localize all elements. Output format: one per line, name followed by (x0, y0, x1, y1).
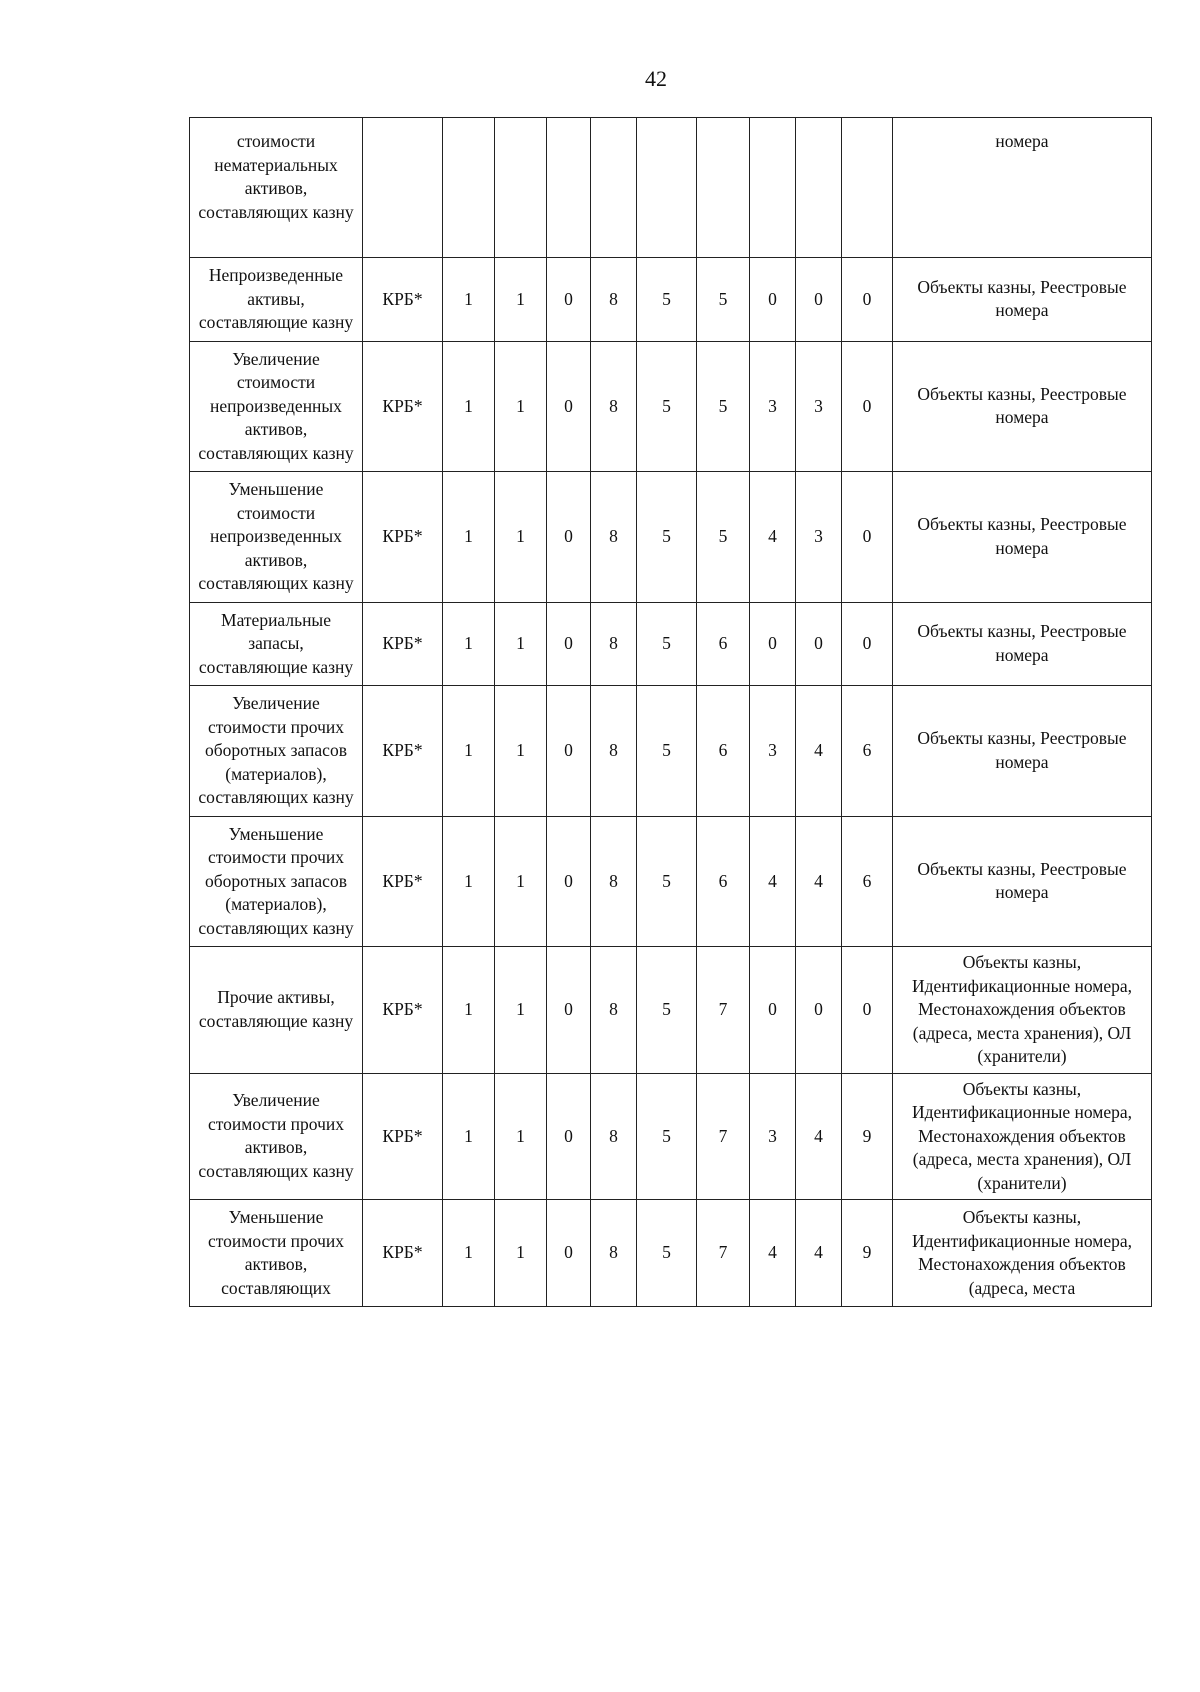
page-number: 42 (645, 66, 667, 91)
analytics-note-cell: Объекты казны, Реестровые номера (893, 258, 1152, 342)
account-digit-cell: 0 (547, 816, 591, 947)
account-digit-cell: 7 (697, 1073, 750, 1200)
table-row (190, 602, 1152, 686)
account-digit-cell: 5 (697, 341, 750, 472)
account-digit-cell: 3 (796, 341, 842, 472)
account-digit-cell: 0 (842, 472, 893, 603)
table-row (190, 472, 1152, 603)
table-row (190, 341, 1152, 472)
account-digit-cell (637, 118, 697, 258)
fund-code-cell (363, 118, 443, 258)
account-digit-cell: 5 (637, 1200, 697, 1307)
account-digit-cell: 0 (842, 258, 893, 342)
account-digit-cell: 1 (495, 686, 547, 817)
accounts-table (189, 117, 1152, 1307)
account-digit-cell: 5 (637, 258, 697, 342)
account-digit-cell: 4 (750, 472, 796, 603)
account-digit-cell: 5 (637, 686, 697, 817)
account-digit-cell: 0 (547, 602, 591, 686)
account-digit-cell: 0 (842, 602, 893, 686)
account-digit-cell: 0 (796, 602, 842, 686)
analytics-note-cell: Объекты казны, Идентификационные номера, Местонахождения объектов (адреса, места (893, 1200, 1152, 1307)
account-digit-cell: 6 (697, 816, 750, 947)
table-row (190, 686, 1152, 817)
account-name-cell: Уменьшение стоимости непроизведенных активов, составляющих казну (190, 472, 363, 603)
account-name-cell: Непроизведенные активы, составляющие казну (190, 258, 363, 342)
account-digit-cell: 0 (750, 602, 796, 686)
account-digit-cell: 3 (796, 472, 842, 603)
account-digit-cell: 1 (443, 1073, 495, 1200)
account-digit-cell: 0 (547, 686, 591, 817)
account-digit-cell: 5 (637, 341, 697, 472)
account-digit-cell: 4 (750, 1200, 796, 1307)
account-digit-cell: 0 (842, 947, 893, 1074)
account-digit-cell (796, 118, 842, 258)
fund-code-cell: КРБ* (363, 341, 443, 472)
account-digit-cell: 1 (495, 1073, 547, 1200)
table-row (190, 118, 1152, 258)
analytics-note-cell: Объекты казны, Реестровые номера (893, 602, 1152, 686)
analytics-note-cell: Объекты казны, Идентификационные номера, Местонахождения объектов (адреса, места хранения), ОЛ (хранители) (893, 947, 1152, 1074)
account-digit-cell: 1 (495, 472, 547, 603)
analytics-note-cell: Объекты казны, Реестровые номера (893, 686, 1152, 817)
account-digit-cell: 3 (750, 686, 796, 817)
account-digit-cell: 4 (750, 816, 796, 947)
account-digit-cell: 5 (697, 472, 750, 603)
account-digit-cell: 1 (443, 686, 495, 817)
account-digit-cell: 0 (547, 1200, 591, 1307)
table-body (190, 118, 1152, 1307)
account-name-cell: Прочие активы, составляющие казну (190, 947, 363, 1074)
account-digit-cell: 1 (443, 602, 495, 686)
account-digit-cell (697, 118, 750, 258)
account-name-cell: Уменьшение стоимости прочих оборотных запасов (материалов), составляющих казну (190, 816, 363, 947)
account-digit-cell: 0 (796, 947, 842, 1074)
account-digit-cell (591, 118, 637, 258)
account-digit-cell: 5 (637, 472, 697, 603)
account-name-cell: Увеличение стоимости прочих активов, составляющих казну (190, 1073, 363, 1200)
account-digit-cell: 5 (697, 258, 750, 342)
analytics-note-cell: Объекты казны, Реестровые номера (893, 816, 1152, 947)
account-digit-cell: 1 (495, 258, 547, 342)
account-digit-cell: 1 (443, 816, 495, 947)
fund-code-cell: КРБ* (363, 1073, 443, 1200)
account-digit-cell: 4 (796, 686, 842, 817)
account-digit-cell: 8 (591, 602, 637, 686)
account-name-cell: стоимости нематериальных активов, составляющих казну (190, 118, 363, 258)
account-name-cell: Увеличение стоимости прочих оборотных запасов (материалов), составляющих казну (190, 686, 363, 817)
account-digit-cell: 0 (547, 472, 591, 603)
account-digit-cell: 0 (842, 341, 893, 472)
account-digit-cell: 5 (637, 1073, 697, 1200)
fund-code-cell: КРБ* (363, 816, 443, 947)
analytics-note-cell: Объекты казны, Реестровые номера (893, 472, 1152, 603)
table-row (190, 816, 1152, 947)
account-digit-cell: 5 (637, 602, 697, 686)
account-digit-cell: 0 (547, 341, 591, 472)
account-digit-cell (547, 118, 591, 258)
account-name-cell: Увеличение стоимости непроизведенных активов, составляющих казну (190, 341, 363, 472)
account-digit-cell: 8 (591, 686, 637, 817)
fund-code-cell: КРБ* (363, 947, 443, 1074)
fund-code-cell: КРБ* (363, 602, 443, 686)
fund-code-cell: КРБ* (363, 472, 443, 603)
account-digit-cell: 9 (842, 1073, 893, 1200)
account-name-cell: Уменьшение стоимости прочих активов, составляющих (190, 1200, 363, 1307)
table-row (190, 1073, 1152, 1200)
account-digit-cell: 7 (697, 947, 750, 1074)
account-digit-cell (750, 118, 796, 258)
account-digit-cell: 6 (697, 686, 750, 817)
account-digit-cell: 1 (495, 1200, 547, 1307)
fund-code-cell: КРБ* (363, 258, 443, 342)
analytics-note-cell: номера (893, 118, 1152, 258)
account-digit-cell: 4 (796, 1073, 842, 1200)
account-digit-cell: 1 (443, 472, 495, 603)
account-digit-cell: 8 (591, 258, 637, 342)
account-digit-cell: 9 (842, 1200, 893, 1307)
account-digit-cell: 8 (591, 816, 637, 947)
account-digit-cell: 1 (495, 602, 547, 686)
fund-code-cell: КРБ* (363, 686, 443, 817)
account-digit-cell: 0 (796, 258, 842, 342)
account-digit-cell: 0 (547, 258, 591, 342)
account-digit-cell: 0 (750, 947, 796, 1074)
account-digit-cell: 3 (750, 341, 796, 472)
account-digit-cell (443, 118, 495, 258)
analytics-note-cell: Объекты казны, Реестровые номера (893, 341, 1152, 472)
account-digit-cell: 0 (750, 258, 796, 342)
account-digit-cell: 1 (443, 947, 495, 1074)
analytics-note-cell: Объекты казны, Идентификационные номера, Местонахождения объектов (адреса, места хранения), ОЛ (хранители) (893, 1073, 1152, 1200)
account-digit-cell: 5 (637, 947, 697, 1074)
account-digit-cell: 1 (495, 947, 547, 1074)
account-digit-cell: 8 (591, 1073, 637, 1200)
account-digit-cell: 8 (591, 341, 637, 472)
account-digit-cell: 0 (547, 1073, 591, 1200)
account-digit-cell: 8 (591, 1200, 637, 1307)
account-digit-cell: 1 (443, 341, 495, 472)
account-digit-cell: 1 (495, 341, 547, 472)
account-digit-cell: 6 (842, 686, 893, 817)
account-digit-cell: 5 (637, 816, 697, 947)
account-digit-cell: 4 (796, 1200, 842, 1307)
account-digit-cell: 4 (796, 816, 842, 947)
account-digit-cell: 1 (443, 258, 495, 342)
account-digit-cell: 1 (495, 816, 547, 947)
account-digit-cell: 6 (842, 816, 893, 947)
account-digit-cell: 3 (750, 1073, 796, 1200)
account-digit-cell: 6 (697, 602, 750, 686)
account-digit-cell: 1 (443, 1200, 495, 1307)
account-digit-cell (842, 118, 893, 258)
table-row (190, 947, 1152, 1074)
table-row (190, 258, 1152, 342)
fund-code-cell: КРБ* (363, 1200, 443, 1307)
account-digit-cell: 8 (591, 947, 637, 1074)
account-digit-cell (495, 118, 547, 258)
table-row (190, 1200, 1152, 1307)
account-digit-cell: 8 (591, 472, 637, 603)
account-digit-cell: 7 (697, 1200, 750, 1307)
account-name-cell: Материальные запасы, составляющие казну (190, 602, 363, 686)
account-digit-cell: 0 (547, 947, 591, 1074)
